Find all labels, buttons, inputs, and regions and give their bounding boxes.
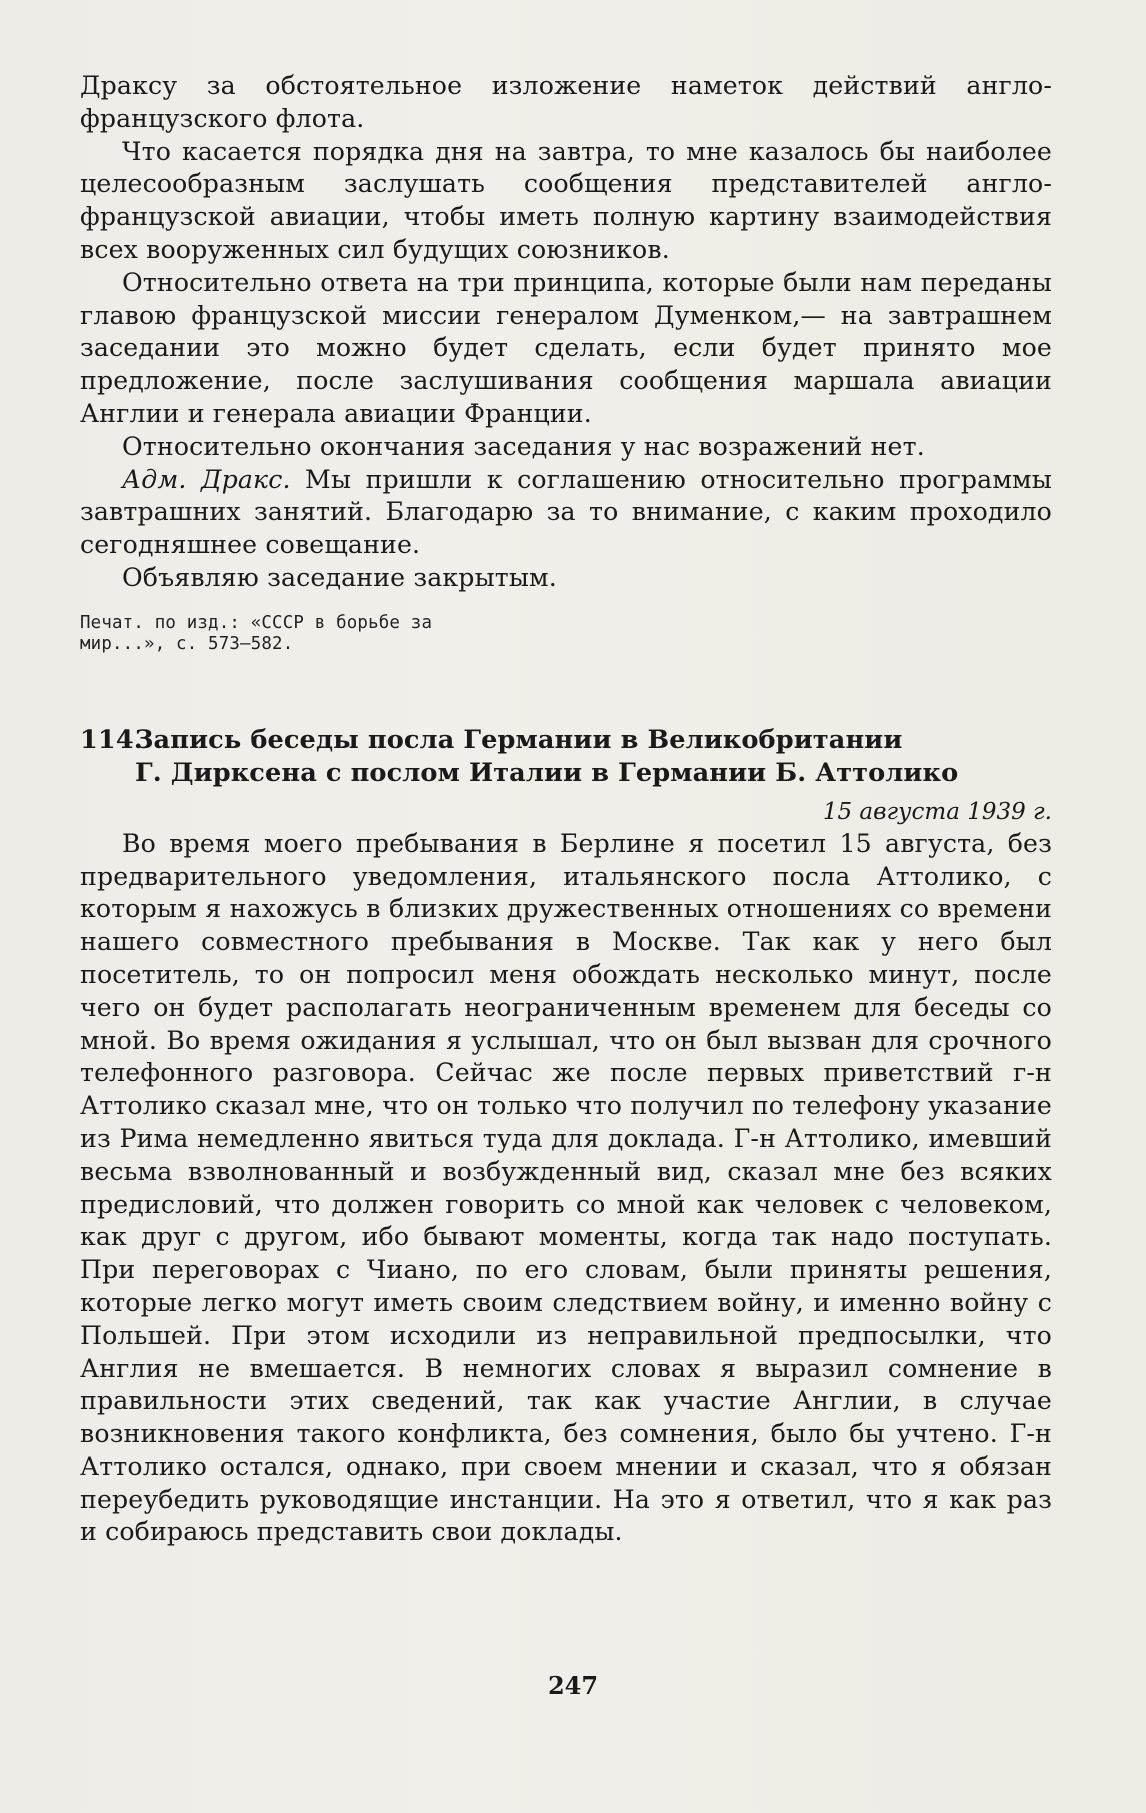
paragraph-main-body: Во время моего пребывания в Берлине я посетил 15 августа, без предварительного уведомления, итальянского посла Аттолико, с которым я нахожусь в близких дружественных отношениях со времени нашего совместного пребывания в Москве. Так как у него был посетитель, то он попросил меня обождать несколько минут, после чего он будет располагать неограниченным временем для беседы со мной. Во время ожидания я услышал, что он был вызван для срочного телефонного разговора. Сейчас же после первых приветствий г-н Аттолико сказал мне, что он только что получил по телефону указание из Рима немедленно явиться туда для доклада. Г-н Аттолико, имевший весьма взволнованный и возбужденный вид, сказал мне без всяких предисловий, что должен говорить со мной как человек с человеком, как друг с другом, ибо бывают моменты, когда так надо поступать. При переговорах с Чиано, по его словам, были приняты решения, которые легко могут иметь своим следствием войну, и именно войну с Польшей. При этом исходили из неправильной предпосылки, что Англия не вмешается. В немногих словах я выразил сомнение в правильности этих сведений, так как участие Англии, в случае возникновения такого конфликта, без сомнения, было бы учтено. Г-н Аттолико остался, однако, при своем мнении и сказал, что я обязан переубедить руководящие инстанции. На это я ответил, что я как раз и собираюсь представить свои доклады. — [80, 828, 1052, 1547]
speaker-name: Адм. Дракс. — [122, 464, 291, 494]
paragraph-no-objections: Относительно окончания заседания у нас возражений нет. — [122, 431, 925, 461]
section-title-line2: Г. Дирксена с послом Италии в Германии Б. Аттолико — [135, 757, 959, 788]
paragraph-three-principles: Относительно ответа на три принципа, которые были нам переданы главою французской миссии генералом Думенком,— на завтрашнем заседании это можно будет сделать, если будет принято мое предложение, после заслушивания сообщения маршала авиации Англии и генерала авиации Франции. — [80, 267, 1052, 428]
section-date: 15 августа 1939 г. — [822, 798, 1052, 825]
section-number: 114. — [80, 724, 143, 755]
page-number: 247 — [547, 1671, 599, 1700]
source-note: Печат. по изд.: «СССР в борьбе за мир...», с. 573—582. — [80, 612, 433, 655]
paragraph-agenda: Что касается порядка дня на завтра, то мне казалось бы наиболее целесообразным заслушать сообщения представителей англо-французской авиации, чтобы иметь полную картину взаимодействия всех вооруженных сил будущих союзников. — [80, 136, 1052, 264]
paragraph-drax-remarks — [80, 464, 1052, 562]
section-heading — [80, 724, 1052, 790]
text-block — [80, 70, 1052, 1549]
speaker-text: Мы пришли к соглашению относительно программы завтрашних занятий. Благодарю за то внимание, с каким проходило сегодняшнее совещание. — [80, 464, 1052, 560]
paragraph-continuation: Драксу за обстоятельное изложение наметок действий англо-французского флота. — [80, 71, 1052, 133]
section-title-line1: Запись беседы посла Германии в Великобритании — [135, 724, 903, 755]
paragraph-closing: Объявляю заседание закрытым. — [122, 562, 557, 592]
